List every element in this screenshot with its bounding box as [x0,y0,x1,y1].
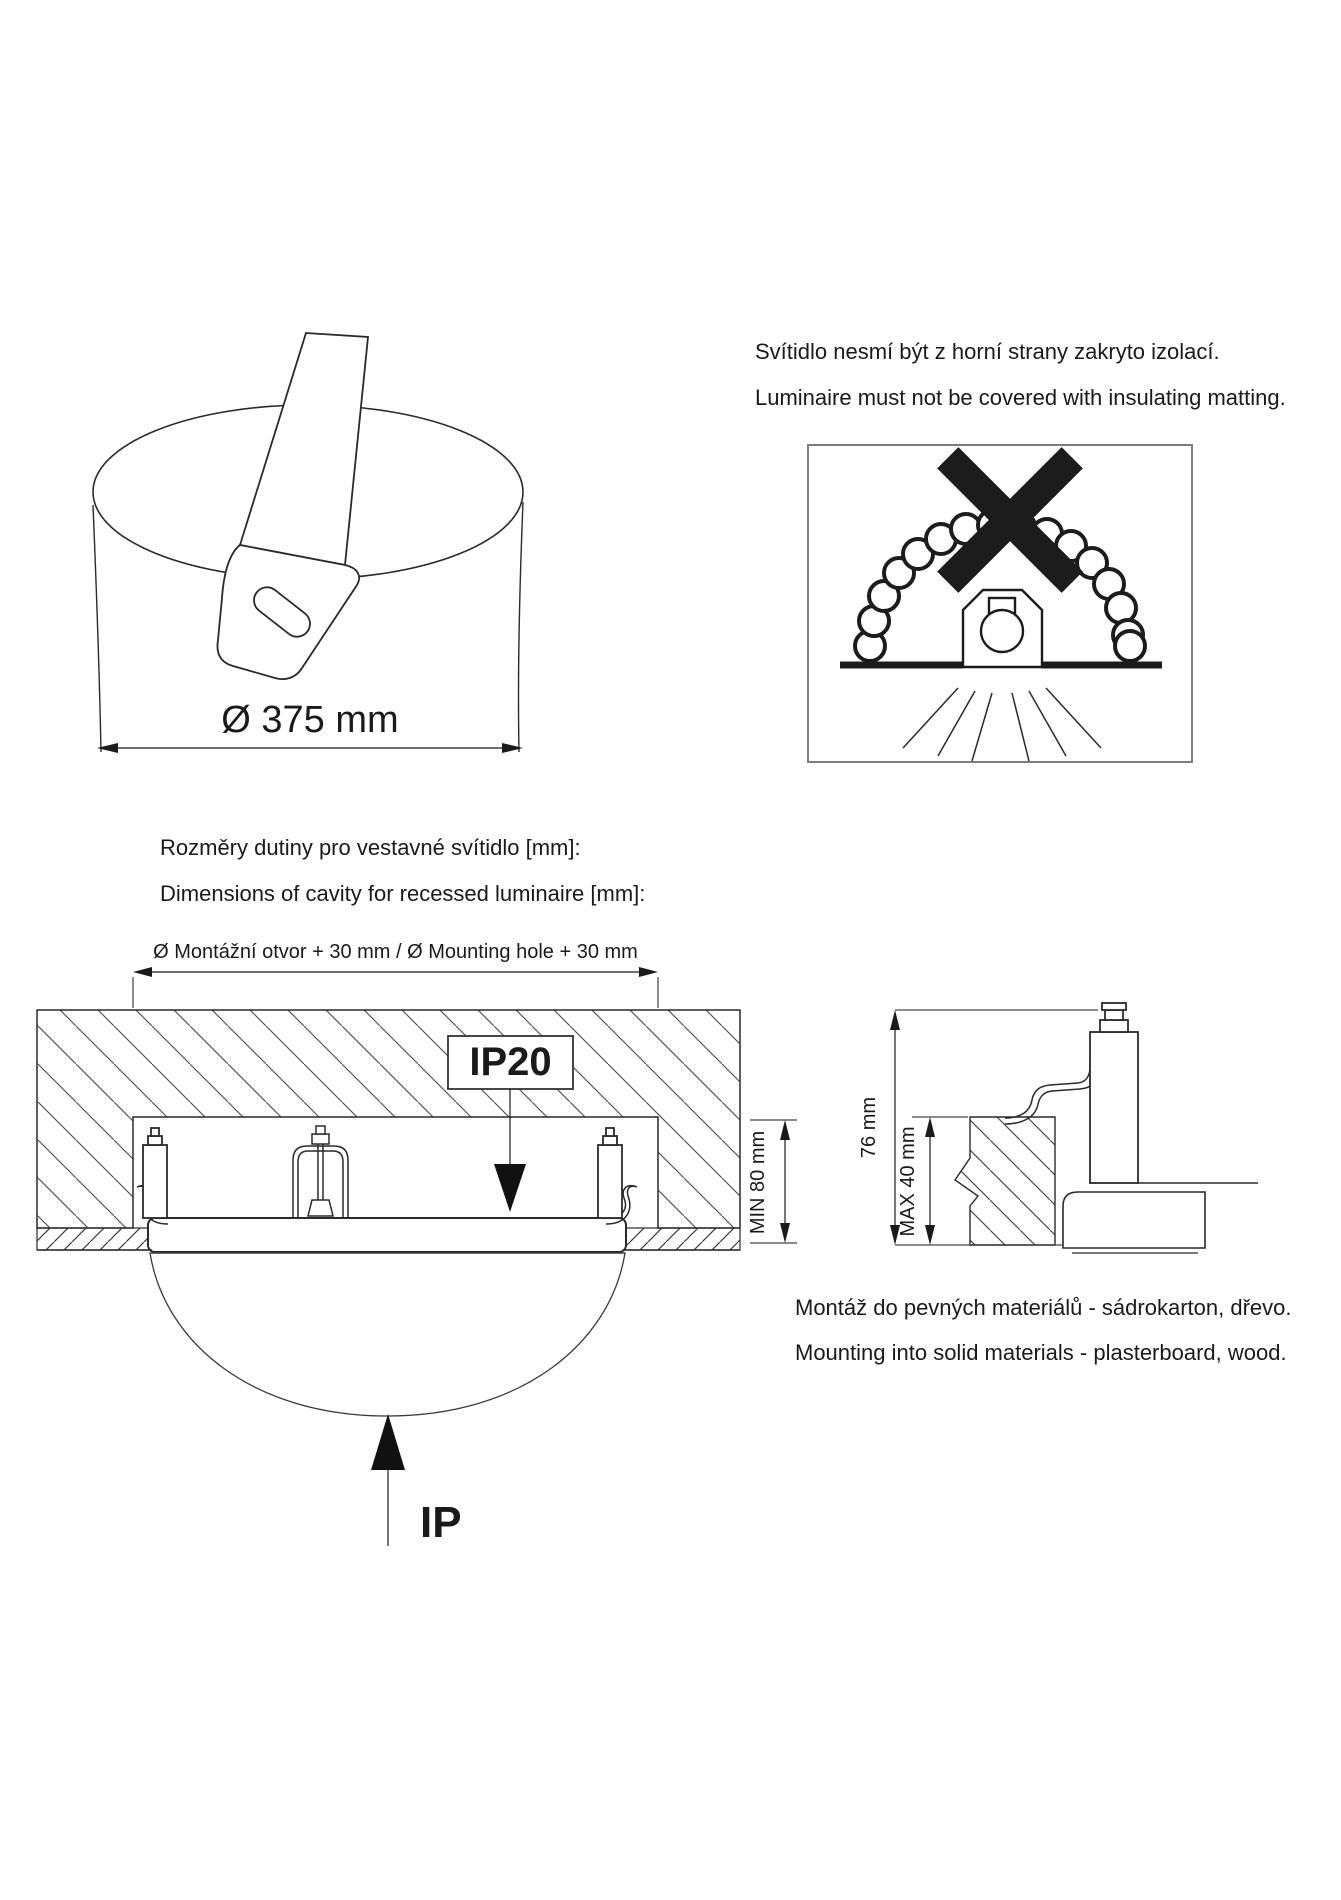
mounting-hole-dimension-label: Ø Montážní otvor + 30 mm / Ø Mounting hole + 30 mm [153,941,638,963]
clamping-detail-figure [890,1003,1258,1253]
center-bracket [293,1126,348,1218]
cavity-heading-en: Dimensions of cavity for recessed luminaire [mm]: [160,881,646,906]
detail-post [1090,1003,1138,1183]
saw-blade [240,333,368,565]
board-block [955,1117,1055,1245]
ip20-rating-label: IP20 [469,1040,552,1084]
ceiling-cross-section [37,967,797,1546]
plasterboard-layer-right [610,1228,740,1250]
ip-up-arrow [371,1414,405,1546]
glass-dome [150,1253,625,1416]
ip20-down-arrow-icon [494,1164,526,1212]
plasterboard-layer-left [37,1228,164,1250]
mounting-note-en: Mounting into solid materials - plasterboard, wood. [795,1340,1287,1365]
diameter-dimension [97,743,523,753]
total-height-label: 76 mm [858,1096,880,1159]
warning-text-en: Luminaire must not be covered with insulating matting. [755,385,1286,410]
mounting-post-left [143,1128,167,1218]
mounting-note-cz: Montáž do pevných materiálů - sádrokarton, dřevo. [795,1295,1292,1320]
diameter-label: Ø 375 mm [221,699,399,741]
saw-cutout-figure [93,333,523,753]
up-arrow-icon [371,1414,405,1470]
detail-spring-clip [1005,1058,1098,1124]
min-depth-label: MIN 80 mm [747,1130,769,1235]
mounting-hole-dimension [133,967,658,1008]
ip-arrow-label: IP [420,1498,462,1547]
no-insulation-warning-box [808,445,1192,762]
mounting-post-right [598,1128,622,1218]
luminaire-base-flange [148,1218,626,1252]
recessed-luminaire-icon [963,590,1042,667]
cavity-heading-cz: Rozměry dutiny pro vestavné svítidlo [mm]: [160,835,581,860]
board-thickness-label: MAX 40 mm [897,1126,919,1237]
warning-text-cz: Svítidlo nesmí být z horní strany zakryto izolací. [755,339,1220,364]
detail-base-flange [1063,1183,1258,1253]
handsaw-icon [217,333,368,679]
